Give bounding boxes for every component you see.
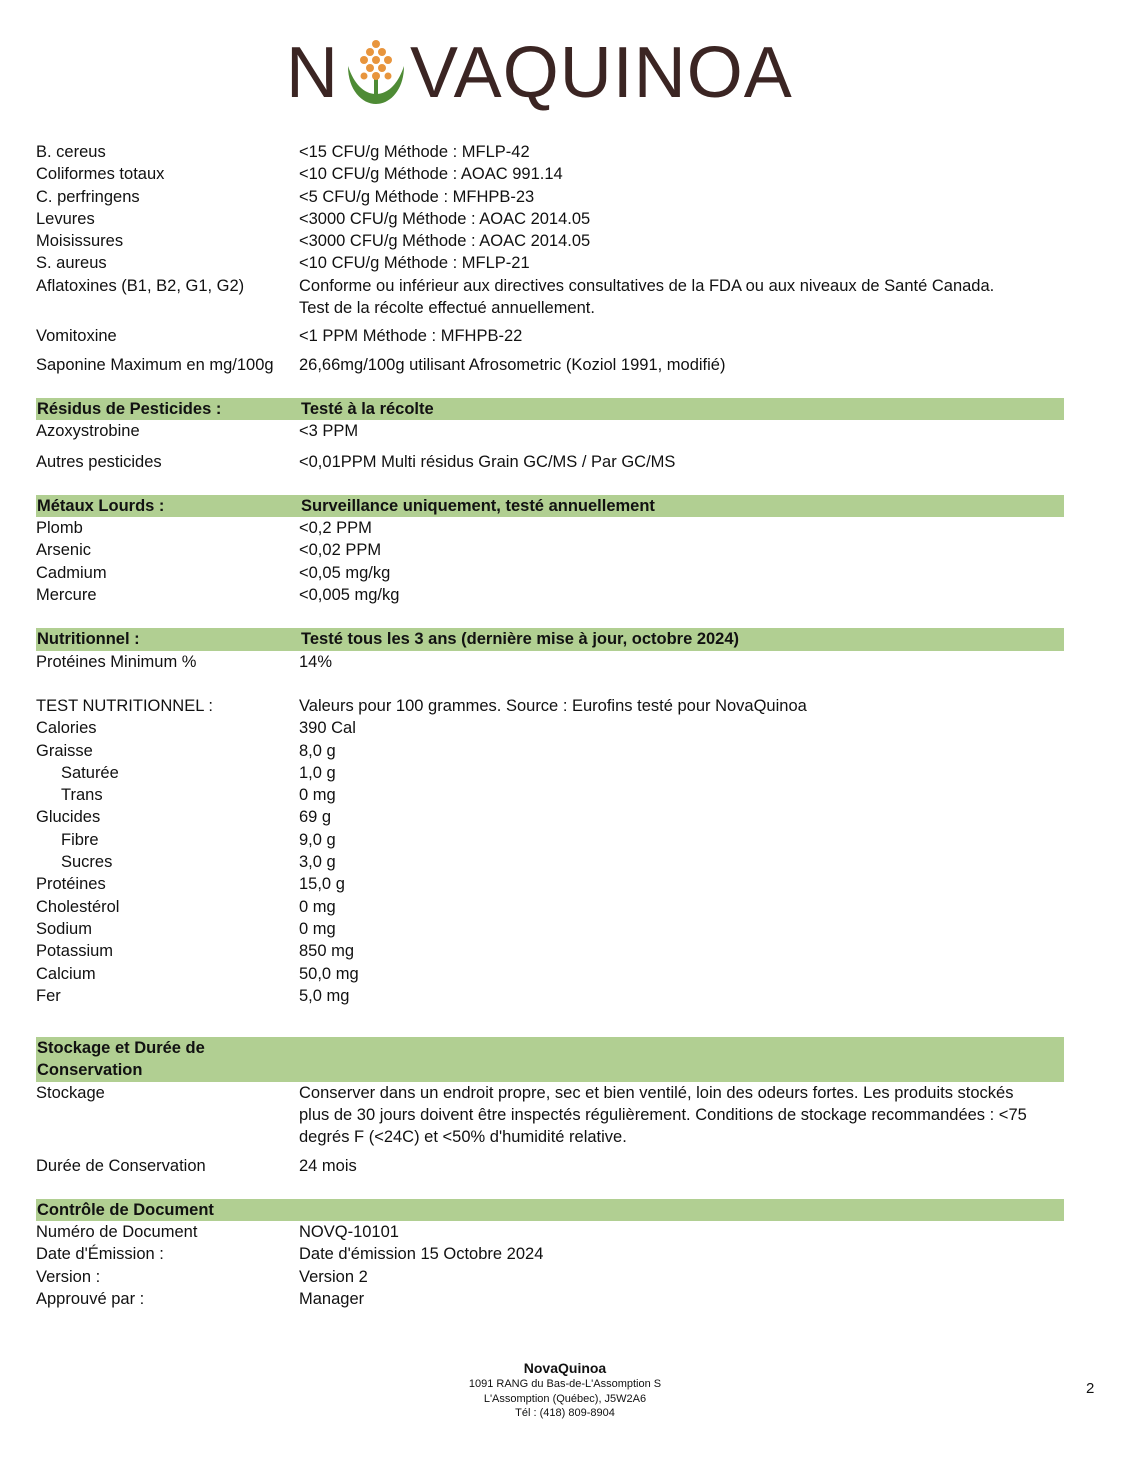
nutrient-label: Sucres: [61, 853, 113, 872]
spec-value: <15 CFU/g Méthode : MFLP-42: [299, 143, 530, 161]
spec-value: <0,2 PPM: [299, 519, 372, 538]
nutrient-value: 8,0 g: [299, 741, 336, 760]
spec-label: Vomitoxine: [36, 327, 117, 346]
spec-label: Approuvé par :: [36, 1290, 145, 1309]
spec-value: <0,05 mg/kg: [299, 563, 391, 582]
nutrient-label: Protéines: [36, 875, 106, 894]
spec-value: <0,01PPM Multi résidus Grain GC/MS / Par GC/MS: [299, 452, 676, 471]
spec-row: [36, 325, 1064, 347]
nutrient-label: Graisse: [36, 741, 93, 760]
nutrient-value: 50,0 mg: [299, 964, 359, 983]
spec-value: NOVQ-10101: [299, 1223, 399, 1242]
nutrient-row: [36, 918, 1064, 940]
nutrient-row: [36, 717, 1064, 739]
nutrient-label: Fer: [36, 986, 61, 1005]
spec-value-line: Test de la récolte effectué annuellement.: [299, 299, 595, 318]
nutrient-row: [36, 762, 1064, 784]
spec-label: Durée de Conservation: [36, 1156, 206, 1175]
spec-label: Levures: [36, 209, 95, 228]
quinoa-plant-icon: [344, 38, 408, 108]
spec-row: [36, 695, 1064, 717]
spec-row: [36, 141, 1064, 163]
nutrient-label: Calories: [36, 719, 97, 738]
spec-value: [299, 1082, 1064, 1149]
nutrient-row: [36, 873, 1064, 895]
nutrient-row: [36, 896, 1064, 918]
section-title: Contrôle de Document: [37, 1200, 214, 1219]
nutrient-value: 1,0 g: [299, 763, 336, 782]
spec-row: [36, 354, 1064, 376]
nutrient-value: 0 mg: [299, 897, 336, 916]
spec-value: <10 CFU/g Méthode : AOAC 991.14: [299, 165, 563, 184]
section-header-nutritionnel: [36, 628, 1064, 650]
section-header-metaux: [36, 495, 1064, 517]
nutrient-row: [36, 829, 1064, 851]
spec-content: [36, 141, 1064, 1310]
spec-row: [36, 186, 1064, 208]
logo-letter-n: N: [286, 33, 339, 113]
nutrient-label: Sodium: [36, 919, 92, 938]
nutrient-label: Saturée: [61, 763, 119, 782]
nutrient-label: Fibre: [61, 830, 99, 849]
nutrient-row: [36, 740, 1064, 762]
spec-row: [36, 420, 1064, 442]
spec-value: <3 PPM: [299, 422, 359, 441]
nutrient-value: 390 Cal: [299, 719, 356, 738]
spec-row: [36, 562, 1064, 584]
spec-row: [36, 1288, 1064, 1310]
spec-row: [36, 275, 1064, 320]
spec-row: [36, 252, 1064, 274]
spec-label: S. aureus: [36, 254, 107, 273]
nutrient-row: [36, 851, 1064, 873]
spec-label: Version :: [36, 1267, 101, 1286]
nutrient-value: 3,0 g: [299, 853, 336, 872]
nutrient-value: 15,0 g: [299, 875, 345, 894]
nutrient-value: 9,0 g: [299, 830, 336, 849]
spec-value: <0,005 mg/kg: [299, 586, 400, 605]
section-title: [36, 1037, 300, 1082]
spec-label: Mercure: [36, 586, 97, 605]
spec-value: <3000 CFU/g Méthode : AOAC 2014.05: [299, 209, 591, 228]
spec-value: Date d'émission 15 Octobre 2024: [299, 1245, 544, 1264]
section-subtitle: Surveillance uniquement, testé annuellement: [301, 496, 655, 515]
section-subtitle: Testé à la récolte: [301, 399, 434, 418]
spec-row: [36, 539, 1064, 561]
spec-label: Saponine Maximum en mg/100g: [36, 355, 274, 374]
spec-row: [36, 1266, 1064, 1288]
nutrient-value: 5,0 mg: [299, 986, 350, 1005]
spec-value: Valeurs pour 100 grammes. Source : Eurofins testé pour NovaQuinoa: [299, 696, 807, 715]
section-title: Métaux Lourds :: [37, 496, 165, 515]
nutrient-row: [36, 940, 1064, 962]
spec-value: <0,02 PPM: [299, 541, 382, 560]
spec-label: Arsenic: [36, 541, 92, 560]
novaquinoa-logo: [286, 33, 846, 113]
section-header-pesticides: [36, 398, 1064, 420]
spec-label: Azoxystrobine: [36, 422, 140, 441]
spec-label: B. cereus: [36, 143, 106, 161]
section-header-controle: [36, 1199, 1064, 1221]
spec-value: [299, 275, 1064, 320]
logo-wordmark: VAQUINOA: [410, 33, 793, 113]
spec-label: Stockage: [36, 1083, 105, 1102]
spec-label: Plomb: [36, 519, 83, 538]
nutrient-row: [36, 784, 1064, 806]
nutrient-label: Potassium: [36, 942, 114, 961]
spec-label: Moisissures: [36, 232, 124, 251]
section-title: Nutritionnel :: [37, 630, 140, 649]
spec-row: [36, 163, 1064, 185]
nutrient-label: Glucides: [36, 808, 101, 827]
page-footer: [365, 1359, 765, 1421]
spec-value: 24 mois: [299, 1156, 357, 1175]
nutrient-value: 850 mg: [299, 942, 355, 961]
nutrient-value: 69 g: [299, 808, 332, 827]
footer-address-line: L'Assomption (Québec), J5W2A6: [483, 1392, 647, 1405]
page-number: 2: [1086, 1380, 1095, 1397]
spec-value: <1 PPM Méthode : MFHPB-22: [299, 327, 523, 346]
spec-value: Version 2: [299, 1267, 368, 1286]
nutrient-row: [36, 963, 1064, 985]
spec-value: <5 CFU/g Méthode : MFHPB-23: [299, 187, 535, 206]
spec-value: 26,66mg/100g utilisant Afrosometric (Koziol 1991, modifié): [299, 355, 726, 374]
spec-row: [36, 651, 1064, 673]
spec-row: [36, 1082, 1064, 1149]
spec-label: Protéines Minimum %: [36, 652, 197, 671]
spec-value: <3000 CFU/g Méthode : AOAC 2014.05: [299, 232, 591, 251]
spec-label: Date d'Émission :: [36, 1245, 164, 1264]
nutrient-value: 0 mg: [299, 919, 336, 938]
spec-value-line: Conforme ou inférieur aux directives consultatives de la FDA ou aux niveaux de Santé Canada.: [299, 276, 995, 295]
spec-label: Numéro de Document: [36, 1223, 198, 1242]
spec-label: Coliformes totaux: [36, 165, 165, 184]
spec-row: [36, 1155, 1064, 1177]
nutrient-label: Trans: [61, 786, 103, 805]
section-title-line: Conservation: [37, 1061, 143, 1080]
nutrient-label: Calcium: [36, 964, 96, 983]
spec-label: C. perfringens: [36, 187, 140, 206]
footer-company-name: NovaQuinoa: [523, 1360, 607, 1376]
spec-value-line: plus de 30 jours doivent être inspectés régulièrement. Conditions de stockage recommandées : <75: [299, 1105, 1027, 1124]
spec-value: <10 CFU/g Méthode : MFLP-21: [299, 254, 530, 273]
spec-value-line: degrés F (<24C) et <50% d'humidité relative.: [299, 1128, 627, 1147]
spec-label: TEST NUTRITIONNEL :: [36, 696, 213, 715]
section-header-stockage: [36, 1037, 1064, 1082]
spec-label: Cadmium: [36, 563, 107, 582]
nutrient-row: [36, 806, 1064, 828]
spec-value-line: Conserver dans un endroit propre, sec et bien ventilé, loin des odeurs fortes. Les produits stockés: [299, 1083, 1014, 1102]
spec-row: [36, 208, 1064, 230]
nutrient-row: [36, 985, 1064, 1007]
section-title-line: Stockage et Durée de: [37, 1039, 205, 1058]
spec-value: 14%: [299, 652, 333, 671]
footer-phone: Tél : (418) 809-8904: [515, 1407, 615, 1419]
section-title: Résidus de Pesticides :: [37, 399, 222, 418]
spec-row: [36, 230, 1064, 252]
spec-row: [36, 584, 1064, 606]
spec-label: Aflatoxines (B1, B2, G1, G2): [36, 276, 245, 295]
footer-address-line: 1091 RANG du Bas-de-L'Assomption S: [468, 1378, 662, 1390]
spec-row: [36, 517, 1064, 539]
spec-value: Manager: [299, 1290, 365, 1309]
spec-row: [36, 1221, 1064, 1243]
spec-row: [36, 1243, 1064, 1265]
nutrient-value: 0 mg: [299, 786, 336, 805]
section-subtitle: Testé tous les 3 ans (dernière mise à jour, octobre 2024): [301, 630, 740, 649]
nutrient-label: Cholestérol: [36, 897, 120, 916]
spec-row: [36, 451, 1064, 473]
spec-label: Autres pesticides: [36, 452, 162, 471]
